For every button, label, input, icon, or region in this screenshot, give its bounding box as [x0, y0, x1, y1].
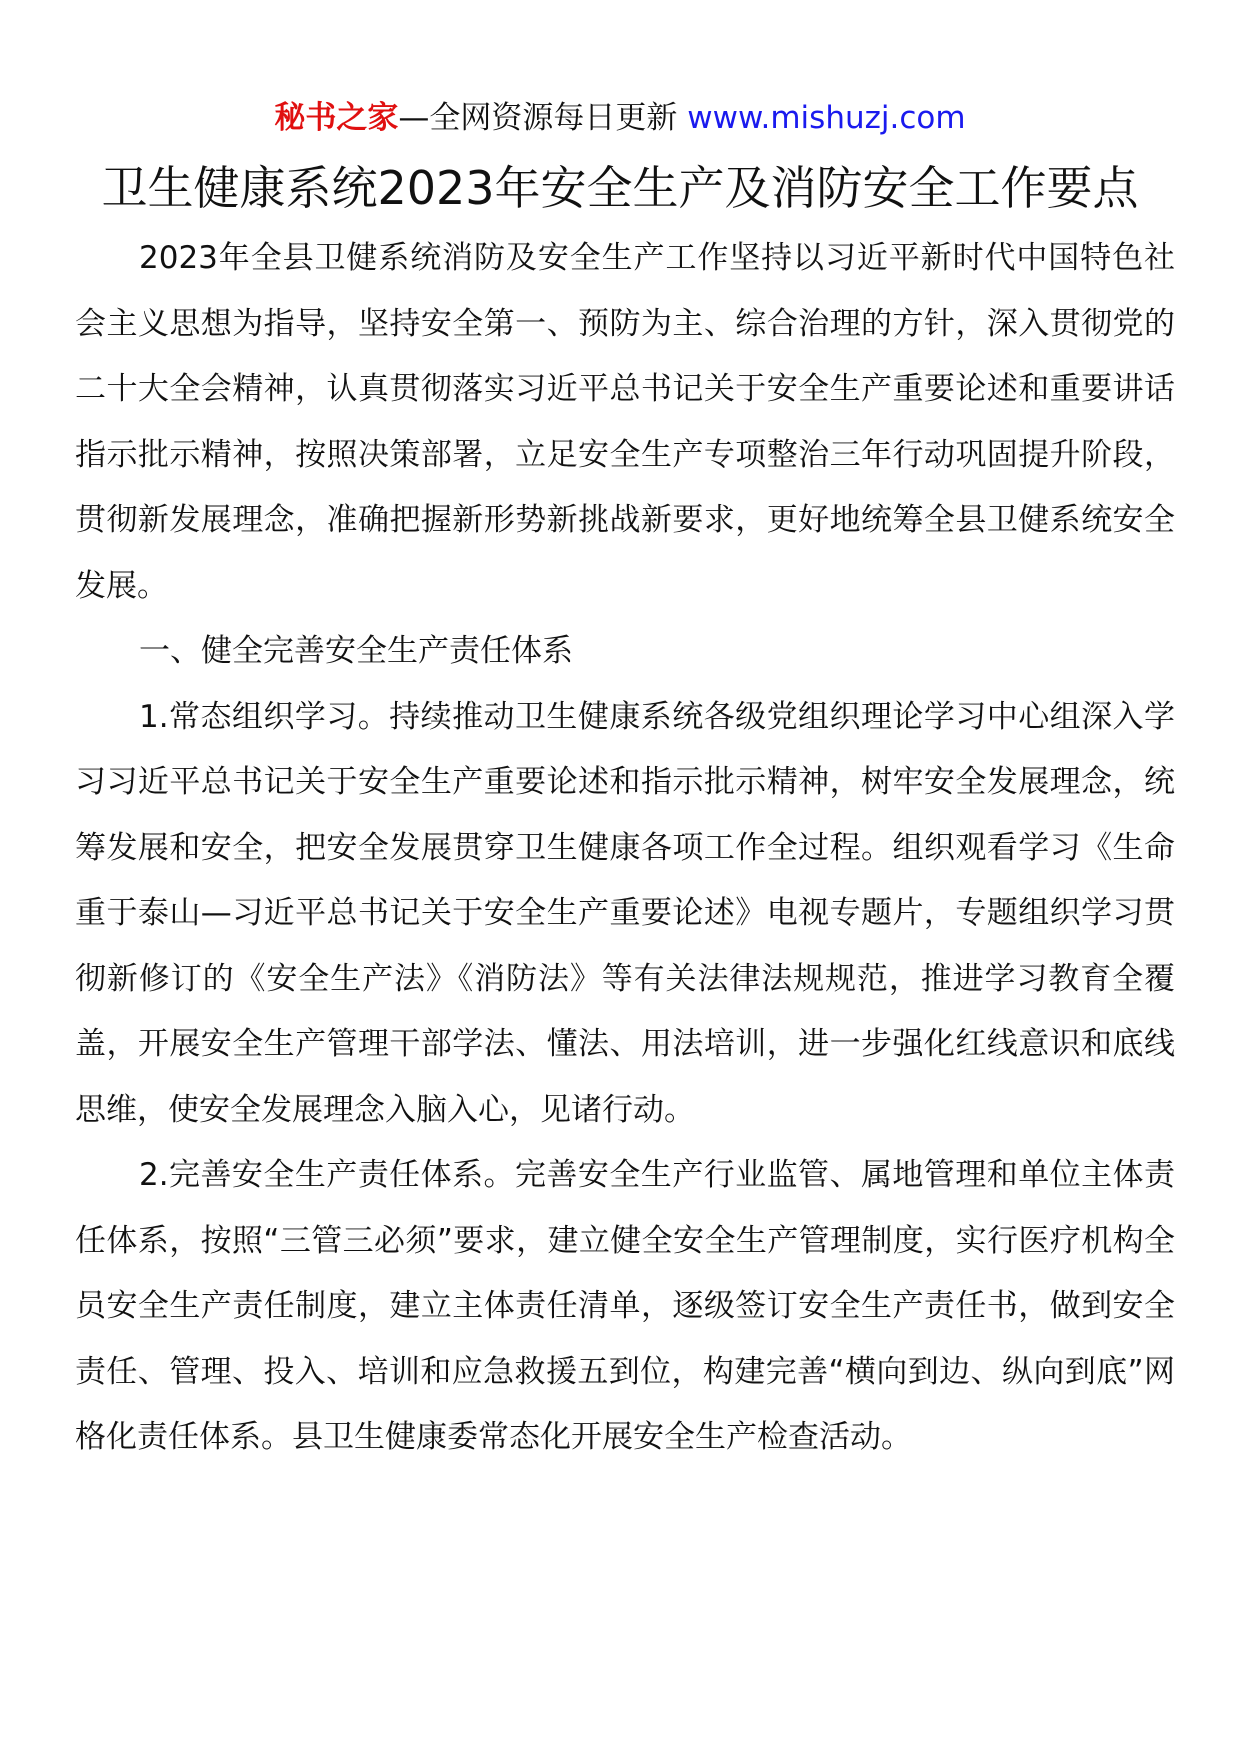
document-title: 卫生健康系统2023年安全生产及消防安全工作要点: [101, 161, 1139, 215]
document-body: [75, 226, 1175, 1471]
header-url-link[interactable]: www.mishuzj.com: [687, 100, 966, 136]
header-brand: 秘书之家: [274, 100, 399, 136]
site-header: [0, 98, 1240, 138]
header-tagline: —全网资源每日更新: [398, 100, 688, 136]
section-heading: 一、健全完善安全生产责任体系: [139, 633, 573, 669]
body-paragraph: 1.常态组织学习。持续推动卫生健康系统各级党组织理论学习中心组深入学习习近平总书记关于安全生产重要论述和指示批示精神，树牢安全发展理念，统筹发展和安全，把安全发展贯穿卫生健康各项工作全过程。组织观看学习《生命重于泰山—习近平总书记关于安全生产重要论述》电视专题片，专题组织学习贯彻新修订的《安全生产法》《消防法》等有关法律法规规范，推进学习教育全覆盖，开展安全生产管理干部学法、懂法、用法培训，进一步强化红线意识和底线思维，使安全发展理念入脑入心，见诸行动。: [75, 698, 1175, 1128]
body-paragraph: 2.完善安全生产责任体系。完善安全生产行业监管、属地管理和单位主体责任体系，按照“三管三必须”要求，建立健全安全生产管理制度，实行医疗机构全员安全生产责任制度，建立主体责任清单，逐级签订安全生产责任书，做到安全责任、管理、投入、培训和应急救援五到位，构建完善“横向到边、纵向到底”网格化责任体系。县卫生健康委常态化开展安全生产检查活动。: [75, 1157, 1175, 1455]
intro-paragraph: 2023年全县卫健系统消防及安全生产工作坚持以习近平新时代中国特色社会主义思想为指导，坚持安全第一、预防为主、综合治理的方针，深入贯彻党的二十大全会精神，认真贯彻落实习近平总书记关于安全生产重要论述和重要讲话指示批示精神，按照决策部署，立足安全生产专项整治三年行动巩固提升阶段，贯彻新发展理念，准确把握新形势新挑战新要求，更好地统筹全县卫健系统安全发展。: [75, 240, 1175, 604]
